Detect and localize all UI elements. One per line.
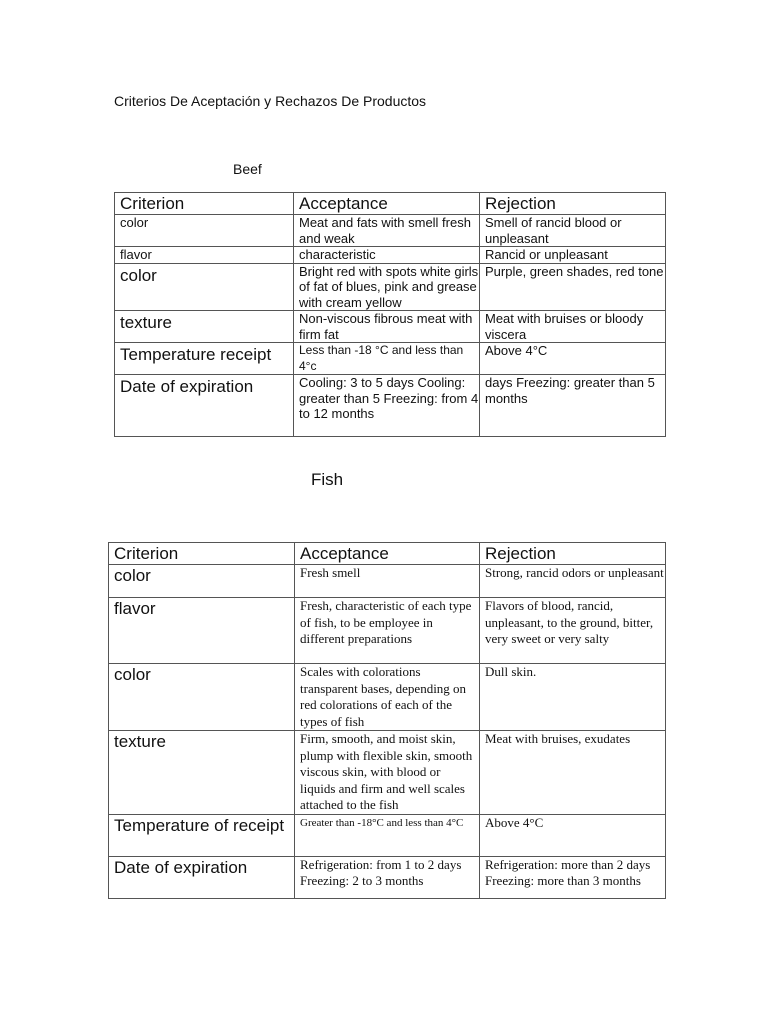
rejection-cell: days Freezing: greater than 5 months [480, 375, 666, 437]
criterion-cell: Date of expiration [115, 375, 294, 437]
document-title: Criterios De Aceptación y Rechazos De Productos [114, 93, 427, 109]
header-rejection: Rejection [480, 543, 666, 565]
acceptance-cell: Refrigeration: from 1 to 2 days Freezing: 2 to 3 months [295, 856, 480, 898]
table-header-row [115, 193, 666, 215]
header-acceptance: Acceptance [295, 543, 480, 565]
criterion-cell: color [115, 215, 294, 247]
table-header-row [109, 543, 666, 565]
criterion-cell: texture [115, 311, 294, 343]
rejection-cell: Smell of rancid blood or unpleasant [480, 215, 666, 247]
table-row [115, 375, 666, 437]
acceptance-cell: Non-viscous fibrous meat with firm fat [294, 311, 480, 343]
rejection-cell: Strong, rancid odors or unpleasant [480, 565, 666, 598]
header-criterion: Criterion [115, 193, 294, 215]
acceptance-cell: Meat and fats with smell fresh and weak [294, 215, 480, 247]
criterion-cell: Temperature receipt [115, 343, 294, 375]
criterion-cell: color [109, 664, 295, 731]
header-criterion: Criterion [109, 543, 295, 565]
rejection-cell: Purple, green shades, red tone [480, 263, 666, 311]
criterion-cell: color [109, 565, 295, 598]
table-row [115, 247, 666, 264]
beef-criteria-table [114, 192, 666, 437]
beef-section-label: Beef [233, 161, 262, 177]
acceptance-cell: Fresh smell [295, 565, 480, 598]
acceptance-cell: Fresh, characteristic of each type of fish, to be employee in different preparations [295, 598, 480, 664]
rejection-cell: Above 4°C [480, 343, 666, 375]
table-row [115, 311, 666, 343]
fish-criteria-table [108, 542, 666, 899]
criterion-cell: flavor [109, 598, 295, 664]
criterion-cell: flavor [115, 247, 294, 264]
header-rejection: Rejection [480, 193, 666, 215]
rejection-cell: Refrigeration: more than 2 days Freezing: more than 3 months [480, 856, 666, 898]
fish-section-label: Fish [311, 470, 344, 489]
rejection-cell: Above 4°C [480, 814, 666, 856]
criterion-cell: texture [109, 731, 295, 815]
table-row [109, 598, 666, 664]
table-row [115, 343, 666, 375]
acceptance-cell: Firm, smooth, and moist skin, plump with flexible skin, smooth viscous skin, with blood or liquids and firm and well scales attached to the fish [295, 731, 480, 815]
rejection-cell: Flavors of blood, rancid, unpleasant, to the ground, bitter, very sweet or very salty [480, 598, 666, 664]
acceptance-cell: Greater than -18°C and less than 4°C [295, 814, 480, 856]
table-row [115, 263, 666, 311]
table-row [109, 856, 666, 898]
acceptance-cell: Less than -18 °C and less than 4°c [294, 343, 480, 375]
acceptance-cell: Scales with colorations transparent bases, depending on red colorations of each of the types of fish [295, 664, 480, 731]
rejection-cell: Rancid or unpleasant [480, 247, 666, 264]
rejection-cell: Meat with bruises, exudates [480, 731, 666, 815]
table-row [109, 814, 666, 856]
rejection-cell: Meat with bruises or bloody viscera [480, 311, 666, 343]
criterion-cell: Date of expiration [109, 856, 295, 898]
table-row [115, 215, 666, 247]
table-row [109, 565, 666, 598]
acceptance-cell: Cooling: 3 to 5 days Cooling: greater than 5 Freezing: from 4 to 12 months [294, 375, 480, 437]
rejection-cell: Dull skin. [480, 664, 666, 731]
table-row [109, 731, 666, 815]
criterion-cell: color [115, 263, 294, 311]
acceptance-cell: characteristic [294, 247, 480, 264]
criterion-cell: Temperature of receipt [109, 814, 295, 856]
acceptance-cell: Bright red with spots white girls of fat of blues, pink and grease with cream yellow [294, 263, 480, 311]
header-acceptance: Acceptance [294, 193, 480, 215]
table-row [109, 664, 666, 731]
